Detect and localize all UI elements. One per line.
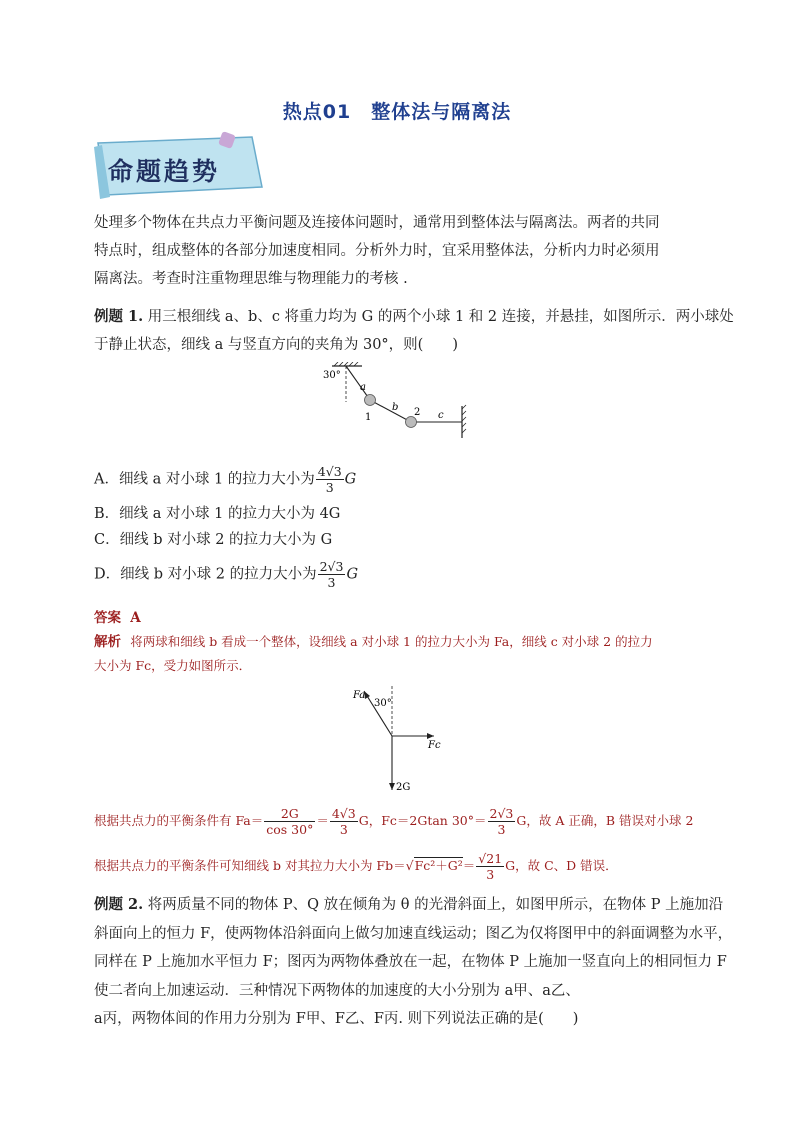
string-b-label: b: [392, 402, 399, 413]
example-1-options: [94, 464, 706, 590]
intro-line-2: 特点时，组成整体的各部分加速度相同。分析外力时，宜采用整体法，分析内力时必须用: [94, 243, 660, 259]
intro-line-3: 隔离法。考查时注重物理思维与物理能力的考核 .: [94, 271, 408, 287]
analysis-line-2: 大小为 Fc，受力如图所示．: [94, 658, 252, 673]
example-1-line-1: 用三根细线 a、b、c 将重力均为 G 的两个小球 1 和 2 连接，并悬挂，如图所示．两小球处: [147, 309, 734, 325]
force-fc-label: Fc: [428, 740, 441, 751]
analysis-line-1: 将两球和细线 b 看成一个整体，设细线 a 对小球 1 的拉力大小为 Fa，细线 c 对小球 2 的拉力: [130, 634, 653, 649]
example-1-solution: [94, 606, 706, 678]
example-1-label: 例题 1.: [94, 308, 144, 325]
string-ball-diagram: [318, 362, 478, 452]
banner-title: 命题趋势: [108, 157, 221, 186]
intro-paragraph: [94, 209, 706, 293]
example-2-line-1: 将两质量不同的物体 P、Q 放在倾角为 θ 的光滑斜面上，如图甲所示，在物体 P 上施加沿: [147, 897, 724, 913]
force-diagram: [350, 686, 450, 796]
ball-2: [406, 417, 417, 428]
string-a-label: a: [360, 382, 366, 393]
example-2-line-2: 斜面向上的恒力 F，使两物体沿斜面向上做匀加速直线运动；图乙为仅将图甲中的斜面调整为水平，: [94, 925, 733, 942]
example-1-line-2: 于静止状态，细线 a 与竖直方向的夹角为 30°，则( ): [94, 337, 458, 353]
page-title: 热点01 整体法与隔离法: [282, 101, 512, 123]
solution-equations: [94, 806, 706, 882]
angle-label: 30°: [323, 370, 341, 381]
ball-1-label: 1: [365, 412, 372, 423]
example-1-stem: [94, 303, 734, 359]
option-d: D．细线 b 对小球 2 的拉力大小为 $\frac{2√3}{3}$ G: [94, 559, 359, 590]
answer-value: A: [130, 610, 141, 626]
example-2-line-4: 使二者向上加速运动．三种情况下两物体的加速度的大小分别为 a甲、a乙、: [94, 982, 580, 999]
equation-line-1: 根据共点力的平衡条件有 Fa＝ $\frac{2G}{\cos 30^\circ}$ ＝ $\frac{4√3}{3}$ G，Fc＝2Gtan 30°＝ $\frac{2√3}{3}$ G，故 A 正确，B 错误对小球 2: [94, 806, 694, 837]
answer-label: 答案: [94, 610, 121, 626]
ball-1: [365, 395, 376, 406]
equation-line-2: 根据共点力的平衡条件可知细线 b 对其拉力大小为 Fb＝√Fc²＋G²＝ $\frac{√21}{3}$ G，故 C、D 错误．: [94, 851, 618, 882]
option-a: A．细线 a 对小球 1 的拉力大小为 $\frac{4√3}{3}$ G: [94, 464, 357, 495]
force-g-label: 2G: [396, 782, 411, 793]
option-c: C．细线 b 对小球 2 的拉力大小为 G: [94, 532, 333, 548]
intro-line-1: 处理多个物体在共点力平衡问题及连接体问题时，通常用到整体法与隔离法。两者的共同: [94, 215, 660, 231]
example-2-label: 例题 2.: [94, 896, 144, 913]
force-angle-label: 30°: [374, 698, 392, 709]
ball-2-label: 2: [414, 407, 421, 418]
example-2-stem: [94, 891, 733, 1034]
string-c-label: c: [438, 410, 444, 421]
example-2-line-5: a丙，两物体间的作用力分别为 F甲、F乙、F丙. 则下列说法正确的是( ): [94, 1011, 579, 1027]
force-fa-label: Fa: [353, 690, 366, 701]
example-2-line-3: 同样在 P 上施加水平恒力 F；图丙为两物体叠放在一起，在物体 P 上施加一竖直向上的相同恒力 F: [94, 954, 727, 970]
analysis-label: 解析: [94, 634, 121, 650]
option-b: B．细线 a 对小球 1 的拉力大小为 4G: [94, 506, 341, 522]
